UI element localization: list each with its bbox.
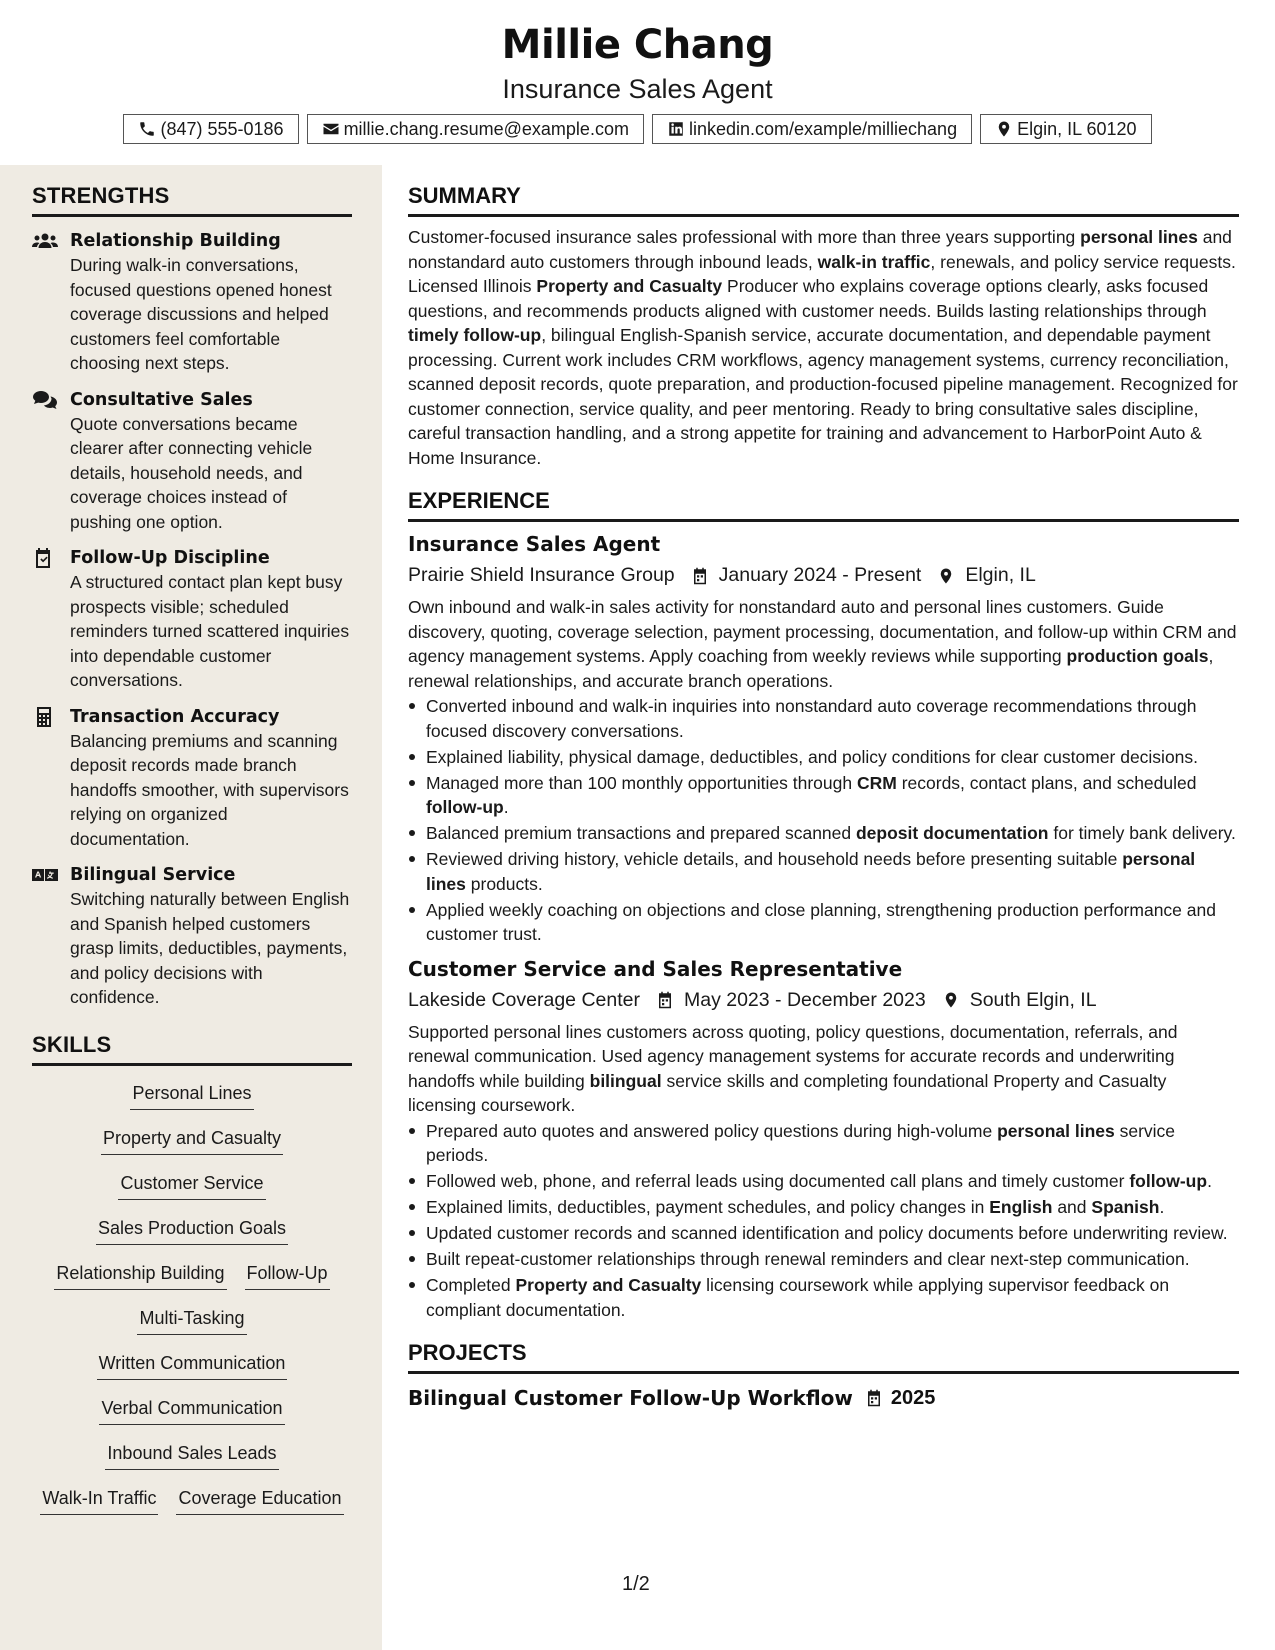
contact-location-text: Elgin, IL 60120 bbox=[1017, 118, 1137, 139]
contact-email[interactable] bbox=[307, 114, 644, 144]
skills-heading: SKILLS bbox=[32, 1032, 352, 1066]
linkedin-icon bbox=[667, 120, 685, 138]
strength-title: Bilingual Service bbox=[70, 865, 236, 885]
job-entry bbox=[408, 957, 1239, 1323]
skill-tag: Personal Lines bbox=[130, 1080, 253, 1110]
bullet-item: Explained limits, deductibles, payment schedules, and policy changes in English and Spanish. bbox=[408, 1195, 1239, 1220]
bullet-item: Managed more than 100 monthly opportunities through CRM records, contact plans, and scheduled follow-up. bbox=[408, 771, 1239, 820]
project-year: 2025 bbox=[890, 1386, 936, 1409]
map-pin-icon bbox=[937, 567, 955, 585]
skill-tag: Sales Production Goals bbox=[96, 1215, 288, 1245]
strengths-list bbox=[32, 229, 352, 1010]
strength-item bbox=[32, 546, 352, 693]
experience-heading: EXPERIENCE bbox=[408, 488, 1239, 522]
bullet-item: Prepared auto quotes and answered policy questions during high-volume personal lines service periods. bbox=[408, 1119, 1239, 1168]
skill-tag: Customer Service bbox=[118, 1170, 265, 1200]
language-icon bbox=[32, 865, 58, 885]
summary-text: Customer-focused insurance sales professional with more than three years supporting personal lines and nonstandard auto customers through inbound leads, walk-in traffic, renewals, and policy service requests. Licensed Illinois Property and Casualty Producer who explains coverage options clearly, asks focused questions, and recommends products aligned with customer needs. Builds lasting relationships through timely follow-up, bilingual English-Spanish service, accurate documentation, and dependable payment processing. Current work includes CRM workflows, agency management systems, currency reconciliation, scanned deposit records, quote preparation, and production-focused pipeline management. Recognized for customer connection, service quality, and peer mentoring. Ready to bring consultative sales discipline, careful transaction handling, and a strong appetite for training and advancement to HarborPoint Auto & Home Insurance. bbox=[408, 227, 1238, 468]
calendar-icon bbox=[656, 991, 674, 1009]
strength-description: Quote conversations became clearer after connecting vehicle details, household needs, and coverage choices instead of pushing one option. bbox=[70, 413, 313, 532]
strength-title: Follow-Up Discipline bbox=[70, 548, 270, 568]
strength-description: Balancing premiums and scanning deposit records made branch handoffs smoother, with supervisors relying on organized documentation. bbox=[70, 730, 349, 849]
skill-tag: Follow-Up bbox=[245, 1260, 330, 1290]
bullet-item: Converted inbound and walk-in inquiries into nonstandard auto coverage recommendations through focused discovery conversations. bbox=[408, 694, 1239, 743]
job-location: South Elgin, IL bbox=[969, 988, 1097, 1011]
contact-location bbox=[980, 114, 1151, 144]
contact-email-text: millie.chang.resume@example.com bbox=[343, 118, 629, 139]
calendar-icon bbox=[865, 1389, 883, 1407]
job-title: Customer Service and Sales Representative bbox=[408, 956, 903, 981]
strength-description: A structured contact plan kept busy prospects visible; scheduled reminders turned scattered inquiries into dependable customer conversations. bbox=[70, 572, 350, 690]
calculator-icon bbox=[32, 707, 58, 727]
page-number: 1/2 bbox=[622, 1573, 650, 1595]
bullet-item: Explained liability, physical damage, deductibles, and policy conditions for clear customer decisions. bbox=[408, 745, 1239, 770]
strength-title: Relationship Building bbox=[70, 231, 281, 251]
calendar-icon bbox=[691, 567, 709, 585]
strength-item bbox=[32, 705, 352, 852]
contact-phone-text: (847) 555-0186 bbox=[160, 118, 284, 139]
job-title: Insurance Sales Agent bbox=[408, 532, 661, 556]
strength-description: Switching naturally between English and Spanish helped customers grasp limits, deductibles, payments, and policy decisions with confidence. bbox=[70, 889, 350, 1007]
strength-item bbox=[32, 863, 352, 1010]
strength-description: During walk-in conversations, focused questions opened honest coverage discussions and helped customers feel comfortable choosing next steps. bbox=[70, 255, 332, 373]
job-description: Supported personal lines customers across quoting, policy questions, documentation, referrals, and renewal communication. Used agency management systems for accurate records and underwriting handoffs while building bilingual service skills and completing foundational Property and Casualty licensing coursework. bbox=[408, 1021, 1178, 1115]
job-company: Prairie Shield Insurance Group bbox=[408, 564, 675, 586]
job-dates: January 2024 - Present bbox=[718, 564, 922, 586]
resume-header bbox=[0, 0, 1275, 165]
project-title: Bilingual Customer Follow-Up Workflow bbox=[408, 1386, 853, 1410]
skill-tag: Inbound Sales Leads bbox=[105, 1440, 278, 1470]
contact-linkedin-text: linkedin.com/example/milliechang bbox=[688, 118, 958, 139]
candidate-title: Insurance Sales Agent bbox=[502, 74, 773, 104]
contact-bar bbox=[0, 114, 1275, 144]
job-company: Lakeside Coverage Center bbox=[408, 988, 640, 1011]
project-entry bbox=[408, 1386, 1239, 1410]
map-pin-icon bbox=[942, 991, 960, 1009]
job-bullets bbox=[408, 1119, 1239, 1323]
strength-item bbox=[32, 229, 352, 376]
strength-item bbox=[32, 388, 352, 535]
comments-icon bbox=[32, 390, 58, 410]
candidate-name: Millie Chang bbox=[501, 22, 774, 68]
contact-linkedin[interactable] bbox=[652, 114, 972, 144]
envelope-icon bbox=[322, 120, 340, 138]
bullet-item: Completed Property and Casualty licensing coursework while applying supervisor feedback on compliant documentation. bbox=[408, 1273, 1239, 1322]
map-pin-icon bbox=[995, 120, 1013, 138]
strength-title: Consultative Sales bbox=[70, 389, 253, 410]
bullet-item: Reviewed driving history, vehicle details, and household needs before presenting suitable personal lines products. bbox=[408, 847, 1239, 896]
calendar-check-icon bbox=[32, 548, 58, 568]
skill-tag: Multi-Tasking bbox=[137, 1305, 246, 1335]
projects-heading: PROJECTS bbox=[408, 1340, 1239, 1374]
bullet-item: Balanced premium transactions and prepared scanned deposit documentation for timely bank delivery. bbox=[408, 821, 1239, 846]
skill-tag: Coverage Education bbox=[176, 1485, 343, 1515]
job-meta bbox=[408, 564, 1239, 587]
job-meta bbox=[408, 989, 1239, 1012]
skill-tag: Relationship Building bbox=[54, 1260, 226, 1290]
skill-tag: Verbal Communication bbox=[99, 1395, 284, 1425]
bullet-item: Applied weekly coaching on objections and close planning, strengthening production performance and customer trust. bbox=[408, 898, 1239, 947]
job-entry bbox=[408, 532, 1239, 947]
skill-tag: Property and Casualty bbox=[101, 1125, 283, 1155]
skill-tag: Written Communication bbox=[97, 1350, 288, 1380]
job-description: Own inbound and walk-in sales activity for nonstandard auto and personal lines customers. Guide discovery, quoting, coverage selection, payment processing, documentation, and follow-up within CRM and agency management systems. Apply coaching from weekly reviews while supporting production goals, renewal relationships, and accurate branch operations. bbox=[408, 597, 1237, 691]
skills-list bbox=[32, 1080, 352, 1530]
job-dates: May 2023 - December 2023 bbox=[683, 988, 926, 1011]
job-location: Elgin, IL bbox=[965, 564, 1036, 586]
users-icon bbox=[32, 231, 58, 251]
job-bullets bbox=[408, 694, 1239, 947]
strengths-heading: STRENGTHS bbox=[32, 183, 352, 217]
skill-tag: Walk-In Traffic bbox=[40, 1485, 158, 1515]
main-content bbox=[408, 165, 1239, 1410]
phone-icon bbox=[138, 120, 156, 138]
bullet-item: Updated customer records and scanned identification and policy documents before underwriting review. bbox=[408, 1221, 1239, 1246]
contact-phone[interactable] bbox=[123, 114, 298, 144]
sidebar bbox=[0, 165, 382, 1650]
strength-title: Transaction Accuracy bbox=[70, 706, 280, 727]
bullet-item: Followed web, phone, and referral leads using documented call plans and timely customer follow-up. bbox=[408, 1169, 1239, 1194]
summary-heading: SUMMARY bbox=[408, 183, 1239, 217]
bullet-item: Built repeat-customer relationships through renewal reminders and clear next-step communication. bbox=[408, 1247, 1239, 1272]
